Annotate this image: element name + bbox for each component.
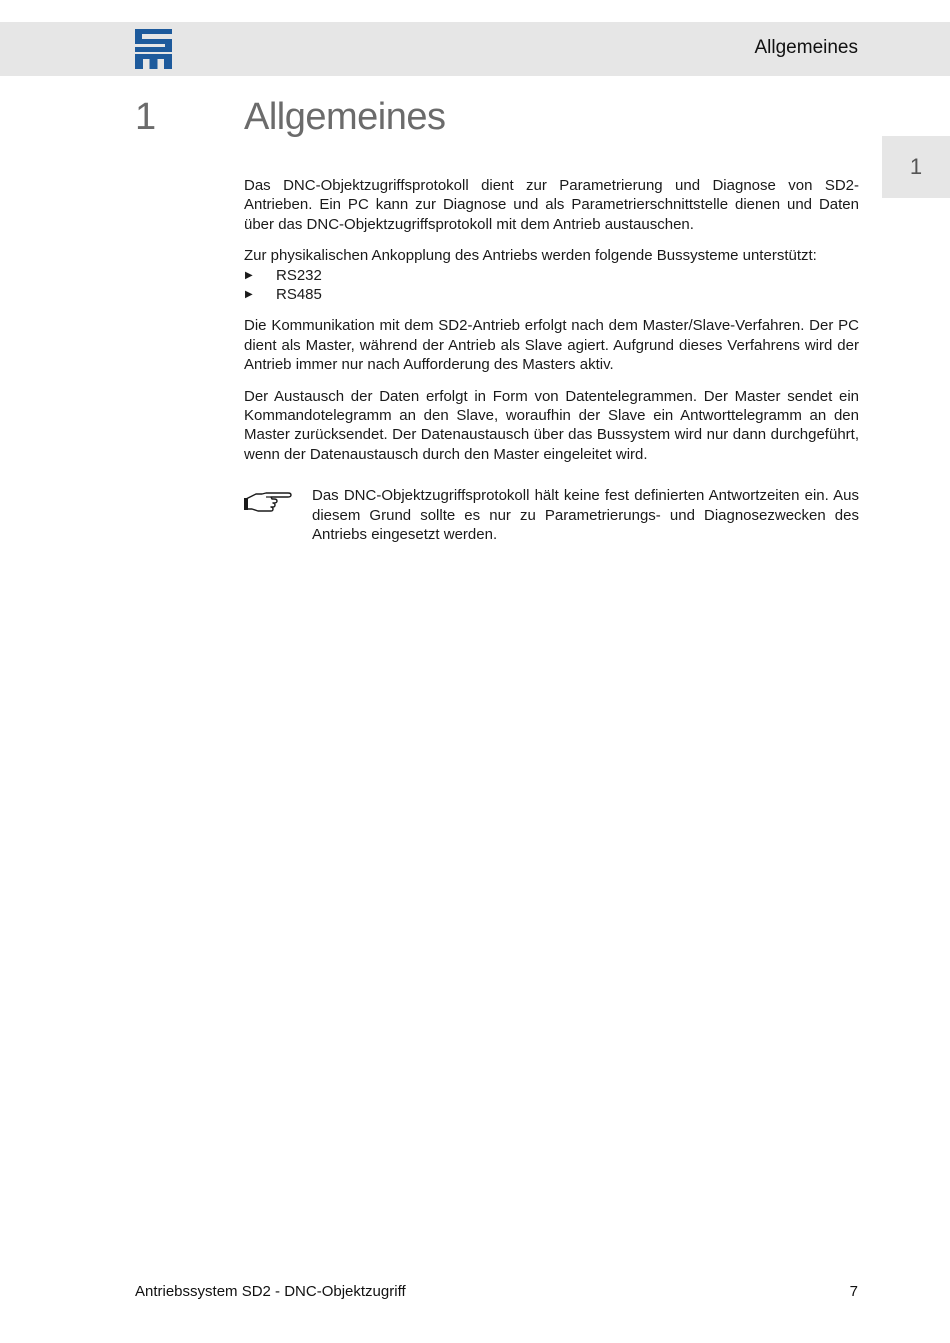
list-item-label: RS232 <box>276 266 322 284</box>
paragraph-telegrams: Der Austausch der Daten erfolgt in Form von Datentelegrammen. Der Master sendet ein Kommandotelegramm an den Slave, woraufhin der Slave ein Antworttelegramm an den Master zurücksendet. Der Datenaustausch über das Bussystem wird nur dann durchgeführt, wenn der Datenaustausch durch den Master eingeleitet wird. <box>244 387 859 463</box>
note-box <box>244 486 859 544</box>
triangle-bullet-icon: ▶ <box>245 269 253 281</box>
footer-document-title: Antriebssystem SD2 - DNC-Objektzugriff <box>135 1283 406 1300</box>
triangle-bullet-icon: ▶ <box>245 289 253 301</box>
note-text: Das DNC-Objektzugriffsprotokoll hält keine fest definierten Antwortzeiten ein. Aus diesem Grund sollte es nur zu Parametrierungs- und Diagnosezwecken des Antriebs eingesetzt werden. <box>312 487 859 544</box>
chapter-number: 1 <box>135 96 157 138</box>
side-tab-label: 1 <box>909 154 923 179</box>
body-content <box>244 176 859 545</box>
header-title: Allgemeines <box>754 37 858 58</box>
paragraph-bus-systems: Zur physikalischen Ankopplung des Antriebs werden folgende Bussysteme unterstützt: <box>244 247 817 265</box>
footer-page-number: 7 <box>849 1283 858 1300</box>
pointing-hand-icon <box>244 490 292 512</box>
list-item <box>244 285 859 304</box>
company-logo <box>135 29 172 69</box>
list-item-label: RS485 <box>276 286 322 304</box>
chapter-side-tab <box>882 136 950 198</box>
bus-system-list <box>244 266 859 305</box>
chapter-title: Allgemeines <box>244 96 446 138</box>
list-item <box>244 266 859 285</box>
paragraph-intro: Das DNC-Objektzugriffsprotokoll dient zur Parametrierung und Diagnose von SD2-Antrieben. Ein PC kann zur Diagnose und als Parametrierschnittstelle dienen und Daten über das DNC-Objektzugriffsprotokoll mit dem Antrieb austauschen. <box>244 177 859 233</box>
paragraph-master-slave: Die Kommunikation mit dem SD2-Antrieb erfolgt nach dem Master/Slave-Verfahren. Der PC dient als Master, während der Antrieb als Slave agiert. Aufgrund dieses Verfahrens wird der Antrieb immer nur nach Aufforderung des Masters aktiv. <box>244 317 859 374</box>
